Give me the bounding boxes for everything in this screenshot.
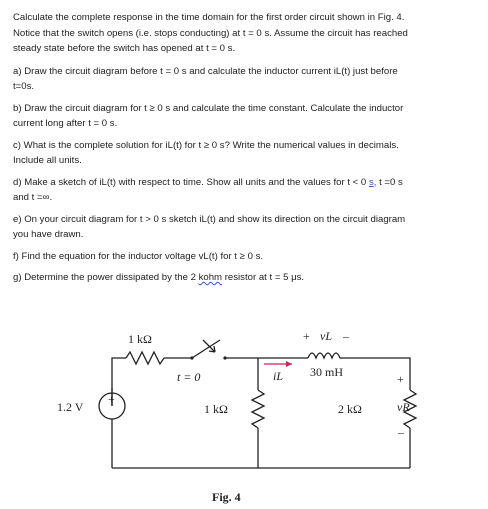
intro-paragraph [13,10,483,57]
source-label: 1.2 V [57,400,84,414]
r2-label: 1 kΩ [204,402,228,416]
r1-label: 1 kΩ [128,332,152,346]
part-b [13,101,483,132]
part-g-post: resistor at t = 5 μs. [222,272,305,283]
intro-line-3: steady state before the switch has opened at t = 0 s. [13,43,236,54]
part-d-line-2: and t =∞. [13,192,53,203]
part-a-line-2: t=0s. [13,81,35,92]
part-f [13,249,483,265]
part-b-line-2: current long after t = 0 s. [13,118,118,129]
part-a-line-1: a) Draw the circuit diagram before t = 0 s and calculate the inductor current iL(t) just before [13,65,398,77]
r3-label: 2 kΩ [338,402,362,416]
part-e-line-2: you have drawn. [13,229,84,240]
vl-minus: – [343,329,349,343]
part-d-line-1-post: t =0 s [376,176,403,188]
circuit-diagram [40,318,460,508]
part-d-underlined: s, [368,176,377,188]
intro-line-2: Notice that the switch opens (i.e. stops conducting) at t = 0 s. Assume the circuit has reached [13,27,408,39]
switch-label: t = 0 [177,370,201,384]
part-d [13,175,483,206]
part-g [13,270,483,286]
current-label: iL [273,369,284,383]
figure-caption: Fig. 4 [212,490,241,504]
part-c [13,138,483,169]
part-a [13,64,483,95]
part-c-line-1: c) What is the complete solution for iL(t) for t ≥ 0 s? Write the numerical values in decimals. [13,139,399,151]
resistor-r1 [126,352,164,364]
source-plus: + [108,392,115,406]
resistor-r2 [252,390,264,428]
vr-minus: – [398,425,404,439]
current-arrow-head [286,361,292,367]
part-g-pre: g) Determine the power dissipated by the 2 [13,272,199,283]
vl-plus: + [303,329,310,343]
inductor [308,353,346,358]
problem-text [13,10,483,292]
part-e [13,212,483,243]
part-g-wavy: kohm [198,272,223,283]
vr-plus: + [397,372,404,386]
part-b-line-1: b) Draw the circuit diagram for t ≥ 0 s and calculate the time constant. Calculate the inductor [13,102,404,114]
vr-label: vR [397,400,410,414]
part-f-line: f) Find the equation for the inductor voltage vL(t) for t ≥ 0 s. [13,250,264,262]
part-d-line-1-pre: d) Make a sketch of iL(t) with respect to time. Show all units and the values for t < 0 [13,176,369,188]
inductor-label: 30 mH [310,365,343,379]
part-c-line-2: Include all units. [13,155,82,166]
intro-line-1: Calculate the complete response in the time domain for the first order circuit shown in Fig. 4. [13,12,405,23]
vl-label: vL [320,329,332,343]
part-e-line-1: e) On your circuit diagram for t > 0 s sketch iL(t) and show its direction on the circuit diagram [13,213,406,225]
